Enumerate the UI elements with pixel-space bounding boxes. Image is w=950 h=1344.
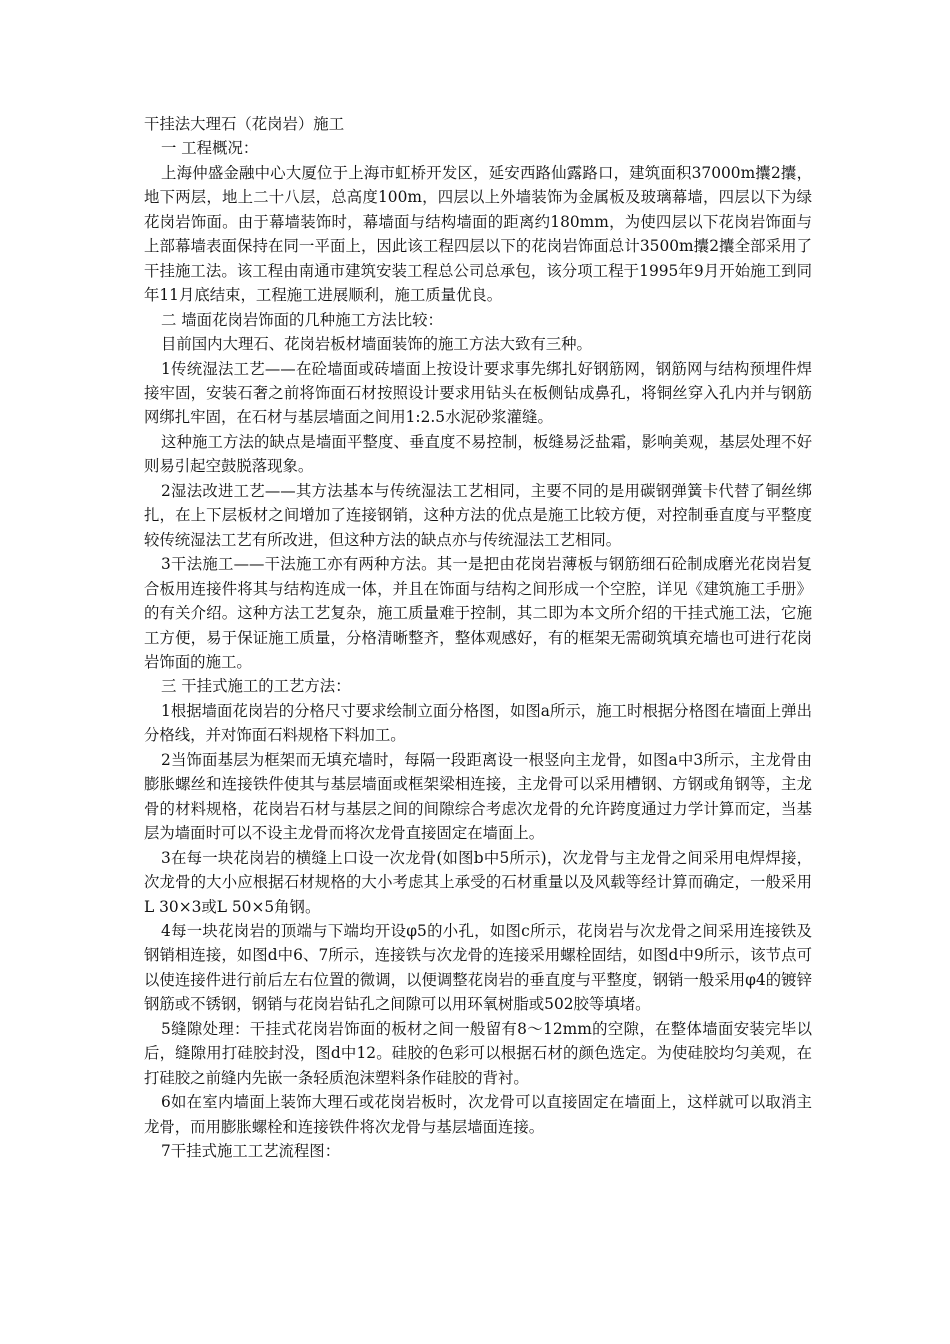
document-page [144, 112, 812, 1163]
document-body [144, 136, 812, 1163]
body-paragraph: 4每一块花岗岩的顶端与下端均开设φ5的小孔，如图c所示，花岗岩与次龙骨之间采用连接铁及钢销相连接，如图d中6、7所示，连接铁与次龙骨的连接采用螺栓固结，如图d中9所示，该节点可以使连接件进行前后左右位置的微调，以便调整花岗岩的垂直度与平整度，钢销一般采用φ4的镀锌钢筋或不锈钢，钢销与花岗岩钻孔之间隙可以用环氧树脂或502胶等填堵。 [144, 921, 812, 1014]
body-paragraph: 5缝隙处理：干挂式花岗岩饰面的板材之间一般留有8～12mm的空隙，在整体墙面安装完毕以后，缝隙用打硅胶封没，图d中12。硅胶的色彩可以根据石材的颜色选定。为使硅胶均匀美观，在打硅胶之前缝内先嵌一条轻质泡沫塑料条作硅胶的背衬。 [144, 1019, 812, 1087]
body-paragraph: 1传统湿法工艺——在砼墙面或砖墙面上按设计要求事先绑扎好钢筋网，钢筋网与结构预埋件焊接牢固，安装石奢之前将饰面石材按照设计要求用钻头在板侧钻成鼻孔，将铜丝穿入孔内并与钢筋网绑扎牢固，在石材与基层墙面之间用1:2.5水泥砂浆灌缝。 [144, 359, 812, 427]
document-title: 干挂法大理石（花岗岩）施工 [144, 115, 345, 133]
body-paragraph: 1根据墙面花岗岩的分格尺寸要求绘制立面分格图，如图a所示，施工时根据分格图在墙面上弹出分格线，并对饰面石料规格下料加工。 [144, 701, 812, 745]
body-paragraph: 目前国内大理石、花岗岩板材墙面装饰的施工方法大致有三种。 [161, 335, 592, 354]
body-paragraph: 3干法施工——干法施工亦有两种方法。其一是把由花岗岩薄板与钢筋细石砼制成磨光花岗岩复合板用连接件将其与结构连成一体，并且在饰面与结构之间形成一个空腔，详见《建筑施工手册》的有关介绍。这种方法工艺复杂，施工质量难于控制，其二即为本文所介绍的干挂式施工法，它施工方便，易于保证施工质量，分格清晰整齐，整体观感好，有的框架无需砌筑填充墙也可进行花岗岩饰面的施工。 [144, 555, 812, 671]
body-paragraph: 上海仲盛金融中心大厦位于上海市虹桥开发区，延安西路仙露路口，建筑面积37000m攮2攮，地下两层，地上二十八层，总高度100m，四层以上外墙装饰为金属板及玻璃幕墙，四层以下为绿花岗岩饰面。由于幕墙装饰时，幕墙面与结构墙面的距离约180mm，为使四层以下花岗岩饰面与上部幕墙表面保持在同一平面上，因此该工程四层以下的花岗岩饰面总计3500m攮2攮全部采用了干挂施工法。该工程由南通市建筑安装工程总公司总承包，该分项工程于1995年9月开始施工到同年11月底结束，工程施工进展顺利，施工质量优良。 [144, 163, 812, 305]
body-paragraph: 2湿法改进工艺——其方法基本与传统湿法工艺相同，主要不同的是用碳钢弹簧卡代替了铜丝绑扎，在上下层板材之间增加了连接钢销，这种方法的优点是施工比较方便，对控制垂直度与平整度较传统湿法工艺有所改进，但这种方法的缺点亦与传统湿法工艺相同。 [144, 481, 812, 549]
section-heading: 二 墙面花岗岩饰面的几种施工方法比较： [161, 310, 443, 329]
body-paragraph: 7干挂式施工工艺流程图： [161, 1142, 341, 1161]
body-paragraph: 这种施工方法的缺点是墙面平整度、垂直度不易控制，板缝易泛盐霜，影响美观，基层处理不好则易引起空鼓脱落现象。 [144, 432, 812, 476]
section-heading: 一 工程概况： [161, 139, 259, 158]
body-paragraph: 2当饰面基层为框架而无填充墙时，每隔一段距离设一根竖向主龙骨，如图a中3所示，主龙骨由膨胀螺丝和连接铁件使其与基层墙面或框架梁相连接，主龙骨可以采用槽钢、方钢或角钢等，主龙骨的材料规格，花岗岩石材与基层之间的间隙综合考虑次龙骨的允许跨度通过力学计算而定，当基层为墙面时可以不设主龙骨而将次龙骨直接固定在墙面上。 [144, 750, 812, 843]
section-heading: 三 干挂式施工的工艺方法： [161, 677, 351, 696]
body-paragraph: 6如在室内墙面上装饰大理石或花岗岩板时，次龙骨可以直接固定在墙面上，这样就可以取消主龙骨，而用膨胀螺栓和连接铁件将次龙骨与基层墙面连接。 [144, 1093, 812, 1136]
body-paragraph: 3在每一块花岗岩的横缝上口设一次龙骨(如图b中5所示)，次龙骨与主龙骨之间采用电焊焊接，次龙骨的大小应根据石材规格的大小考虑其上承受的石材重量以及风载等经计算而确定，一般采用L 30×3或L 50×5角钢。 [144, 848, 812, 916]
